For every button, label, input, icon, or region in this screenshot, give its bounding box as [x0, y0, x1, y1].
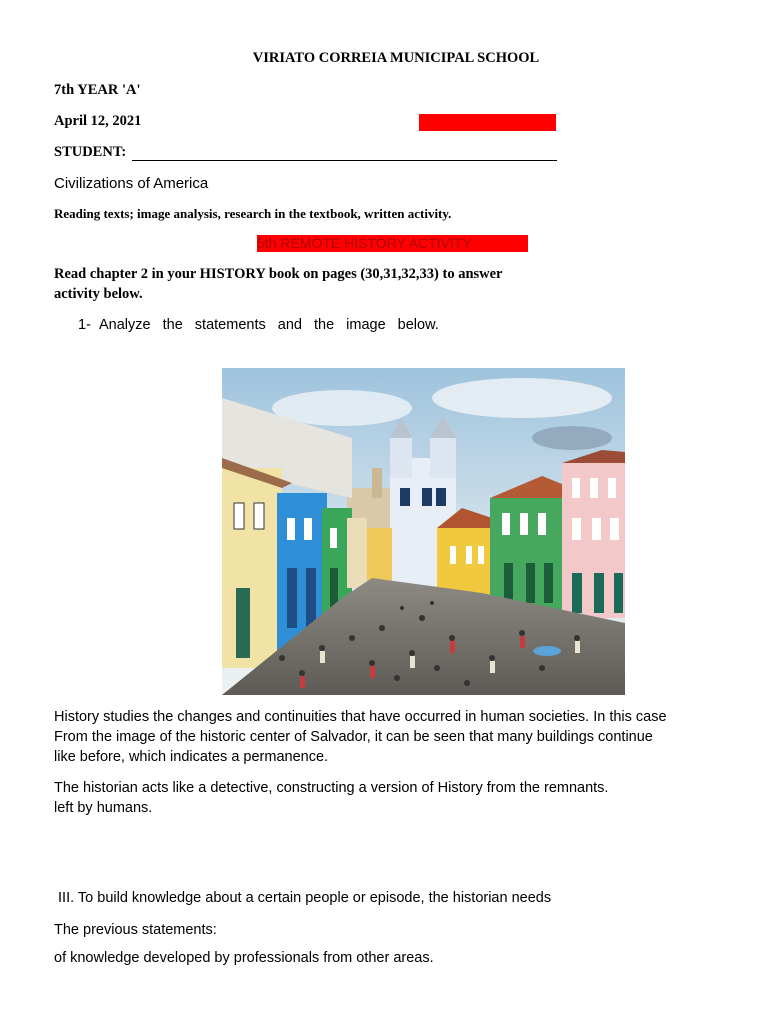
- activity-date: April 12, 2021: [54, 113, 142, 129]
- class-year: 7th YEAR 'A': [54, 82, 141, 98]
- statement-2-line-1: The historian acts like a detective, constructing a version of History from the remnants.: [54, 780, 609, 796]
- statement-2-line-2: left by humans.: [54, 800, 153, 816]
- statement-3: [54, 848, 551, 988]
- closing-prompt: [54, 920, 217, 940]
- statement-1-line-3: like before, which indicates a permanence.: [54, 749, 329, 765]
- student-label: STUDENT:: [54, 144, 127, 160]
- statement-1-line-1: History studies the changes and continuities that have occurred in human societies. In this case: [54, 709, 667, 725]
- school-title: VIRIATO CORREIA MUNICIPAL SCHOOL: [252, 50, 540, 66]
- statement-3-line-2: of knowledge developed by professionals from other areas.: [54, 950, 434, 966]
- activity-instructions: Reading texts; image analysis, research in the textbook, written activity.: [54, 206, 452, 221]
- salvador-historic-center-photo: [222, 368, 625, 695]
- activity-banner: 5th REMOTE HISTORY ACTIVITY: [257, 235, 528, 252]
- closing-prompt-text: The previous statements:: [54, 922, 217, 938]
- question-text: Analyze the statements and the image below.: [99, 317, 439, 333]
- statement-2: [54, 778, 608, 818]
- student-name-line[interactable]: [132, 160, 557, 161]
- subject-heading: Civilizations of America: [54, 175, 209, 192]
- reading-instruction-line-2: activity below.: [54, 286, 143, 302]
- reading-instruction-line-1: Read chapter 2 in your HISTORY book on pages (30,31,32,33) to answer: [54, 266, 503, 282]
- statement-1: [54, 707, 667, 767]
- statement-1-line-2: From the image of the historic center of Salvador, it can be seen that many buildings continue: [54, 729, 653, 745]
- question-number: 1-: [78, 317, 91, 333]
- redaction-box: [419, 114, 556, 131]
- statement-3-line-1: III. To build knowledge about a certain people or episode, the historian needs: [54, 890, 552, 906]
